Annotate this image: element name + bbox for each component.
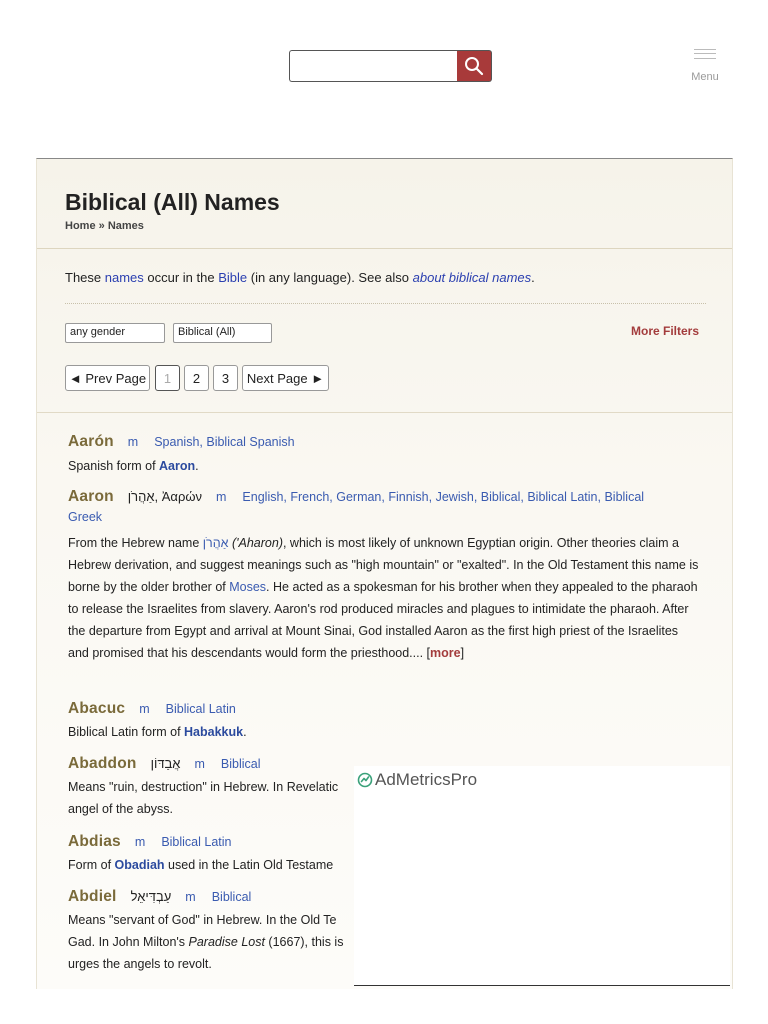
usage-link[interactable]: Biblical Spanish xyxy=(206,435,295,449)
more-link[interactable]: more xyxy=(430,646,461,660)
search-icon xyxy=(464,56,484,76)
gender-label: m xyxy=(194,757,205,771)
name-entry-header xyxy=(68,832,232,852)
breadcrumb xyxy=(65,220,144,232)
name-entry-description xyxy=(68,721,700,743)
usage-link[interactable]: Biblical Latin xyxy=(165,702,236,716)
description-text: Means "servant of God" in Hebrew. In the Old Te xyxy=(68,913,337,927)
site-header xyxy=(0,0,768,158)
ad-brand[interactable] xyxy=(357,770,477,790)
name-link[interactable]: Abdiel xyxy=(68,888,117,905)
page-header xyxy=(37,159,733,249)
related-name-link[interactable]: Moses xyxy=(229,580,267,594)
breadcrumb-home[interactable]: Home xyxy=(65,220,96,232)
name-entry-description xyxy=(68,532,700,664)
description-text: Form of xyxy=(68,858,115,872)
description-text: . xyxy=(243,725,247,739)
description-text: . He acted as a spokesman for his brother when they appealed to the pharaoh to release the Israelites from slavery. Aaron's rod produced miracles and plagues to intimidate the pharaoh. After the departure from Egypt and arrival at Mount Sinai, God installed Aaron as the first high priest of the Israelites and promised that his descendants would form the priesthood.... [ xyxy=(68,580,698,660)
intro-text-part: . xyxy=(531,270,535,285)
usage-link[interactable]: Spanish xyxy=(154,435,200,449)
description-text: used in the Latin Old Testame xyxy=(164,858,334,872)
name-entry-description xyxy=(68,455,700,477)
name-link[interactable]: Aaron xyxy=(68,488,114,505)
native-script: עַבְדִּיאֵל xyxy=(130,889,172,904)
related-name-link[interactable]: Obadiah xyxy=(114,858,165,872)
menu-label: Menu xyxy=(691,71,719,83)
intro-text-part: These xyxy=(65,270,105,285)
usage-link[interactable]: Biblical Latin xyxy=(161,835,232,849)
usage-link[interactable]: Jewish xyxy=(435,490,474,504)
name-link[interactable]: Abacuc xyxy=(68,700,126,717)
prev-page-button[interactable]: ◄ Prev Page xyxy=(65,365,150,391)
usage-separator: , xyxy=(428,490,436,504)
more-filters-button[interactable]: More Filters xyxy=(631,324,700,338)
usage-separator: , xyxy=(597,490,605,504)
usage-link[interactable]: French xyxy=(290,490,330,504)
gender-label: m xyxy=(127,435,139,449)
usage-separator: , xyxy=(199,435,207,449)
gender-label: m xyxy=(185,890,196,904)
usage-select[interactable]: Biblical (All) xyxy=(173,323,272,343)
search-button[interactable] xyxy=(457,50,492,82)
breadcrumb-separator: » xyxy=(98,220,105,232)
name-entry-header xyxy=(68,887,251,907)
page-3-button[interactable]: 3 xyxy=(213,365,238,391)
hebrew-name-link[interactable]: אַהֲרֹן xyxy=(202,536,229,550)
usage-separator: , xyxy=(329,490,337,504)
usage-separator: , xyxy=(381,490,389,504)
usage-link[interactable]: English xyxy=(242,490,284,504)
description-text: Gad. In John Milton's xyxy=(68,935,189,949)
name-entry-header xyxy=(68,487,678,527)
description-text: From the Hebrew name xyxy=(68,536,203,550)
page-2-button[interactable]: 2 xyxy=(184,365,209,391)
name-entry-header xyxy=(68,699,236,719)
breadcrumb-names[interactable]: Names xyxy=(107,220,144,232)
menu-button[interactable] xyxy=(686,46,724,86)
usage-separator: , xyxy=(473,490,481,504)
usage-link[interactable]: Biblical Latin xyxy=(527,490,598,504)
native-script: אַהֲרֹן, Ἀαρών xyxy=(127,489,202,504)
native-script: אֲבַדּוֹן xyxy=(150,756,181,771)
description-text: Biblical Latin form of xyxy=(68,725,185,739)
advertisement[interactable] xyxy=(354,766,730,986)
list-separator xyxy=(37,412,733,413)
usage-separator: , xyxy=(283,490,291,504)
hamburger-icon xyxy=(694,49,716,59)
description-text: urges the angels to revolt. xyxy=(68,957,212,971)
page-title: Biblical (All) Names xyxy=(65,189,280,215)
bible-link[interactable]: Bible xyxy=(218,270,248,285)
usage-link[interactable]: German xyxy=(336,490,382,504)
description-text: ] xyxy=(460,646,465,660)
description-text: Means "ruin, destruction" in Hebrew. In Revelatic xyxy=(68,780,339,794)
divider xyxy=(65,303,706,304)
gender-label: m xyxy=(216,490,227,504)
name-link[interactable]: Abaddon xyxy=(68,755,137,772)
description-text: . xyxy=(195,459,199,473)
search-input[interactable] xyxy=(289,50,457,82)
name-link[interactable]: Abdias xyxy=(68,833,121,850)
page-1-button[interactable]: 1 xyxy=(155,365,180,391)
intro-text xyxy=(65,270,535,285)
usage-link[interactable]: Biblical Greek xyxy=(68,490,645,524)
ad-brand-name: AdMetricsPro xyxy=(375,770,478,789)
description-text: (1667), this is xyxy=(264,935,344,949)
book-title: Paradise Lost xyxy=(188,935,265,949)
name-link[interactable]: Aarón xyxy=(68,433,114,450)
usage-link[interactable]: Biblical xyxy=(211,890,252,904)
intro-text-part: (in any language). See also xyxy=(247,270,413,285)
gender-label: m xyxy=(139,702,150,716)
name-entry-header xyxy=(68,432,295,452)
admetrics-logo-icon xyxy=(357,772,373,788)
intro-text-part: occur in the xyxy=(143,270,219,285)
description-text: , which is most likely of unknown Egyptian origin. Other theories claim a Hebrew derivation, and suggest meanings such as "high mountain" or "exalted". In the Old Testament this name is borne by the older brother of xyxy=(68,536,699,594)
usage-link[interactable]: Finnish xyxy=(388,490,429,504)
usage-separator: , xyxy=(520,490,528,504)
transliteration: ('Aharon) xyxy=(228,536,283,550)
search-bar xyxy=(289,50,492,82)
gender-label: m xyxy=(134,835,146,849)
related-name-link[interactable]: Habakkuk xyxy=(184,725,244,739)
usage-link[interactable]: Biblical xyxy=(220,757,261,771)
about-biblical-names-link[interactable]: about biblical names xyxy=(412,270,532,285)
usage-link[interactable]: Biblical xyxy=(480,490,521,504)
names-link[interactable]: names xyxy=(104,270,144,285)
description-text: angel of the abyss. xyxy=(68,802,173,816)
description-text: Spanish form of xyxy=(68,459,160,473)
related-name-link[interactable]: Aaron xyxy=(159,459,196,473)
name-entry-header xyxy=(68,754,261,774)
gender-select[interactable]: any gender xyxy=(65,323,165,343)
next-page-button[interactable]: Next Page ► xyxy=(242,365,329,391)
